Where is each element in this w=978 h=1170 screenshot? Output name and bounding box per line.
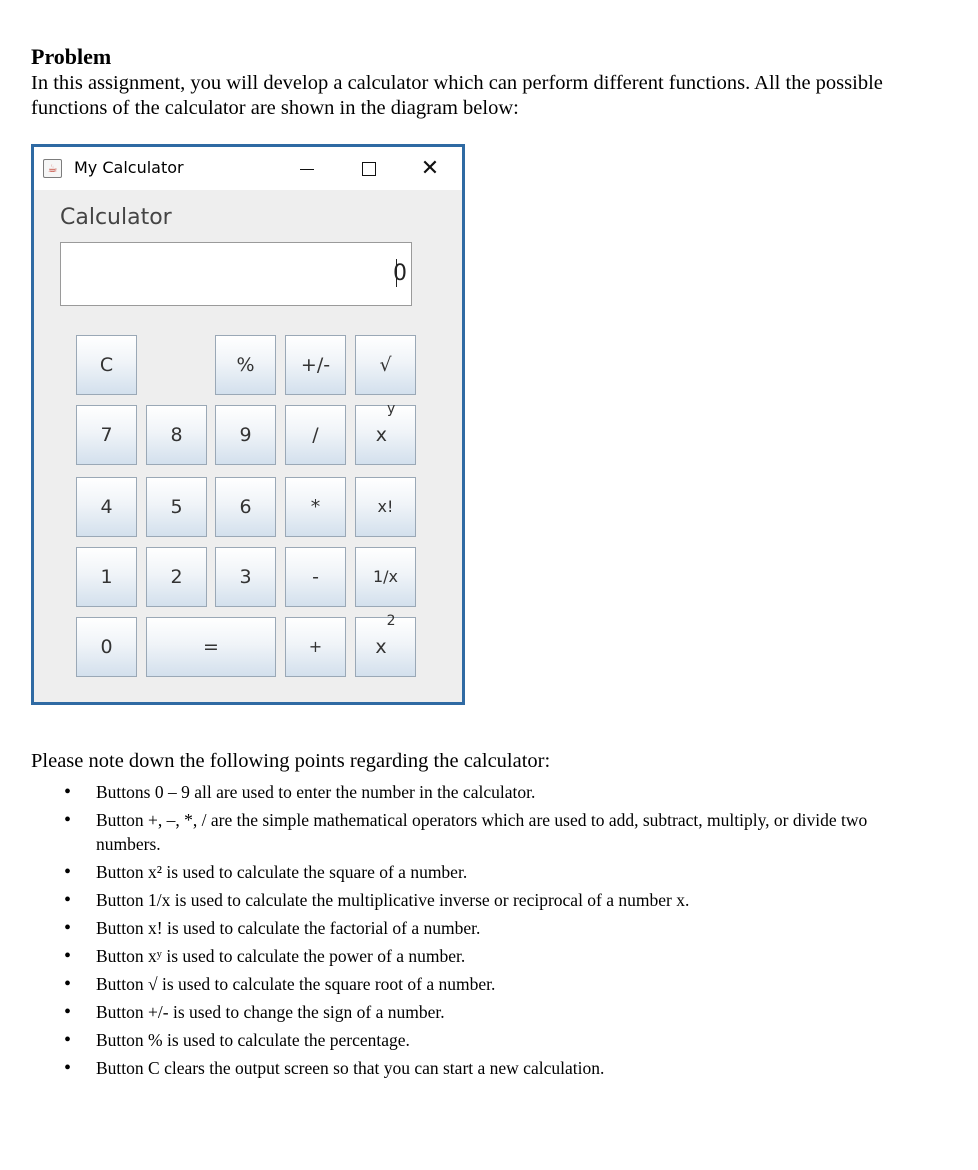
digit-8-button[interactable]: 8: [146, 405, 207, 465]
multiply-button[interactable]: *: [285, 477, 346, 537]
list-item: • Button √ is used to calculate the square root of a number.: [64, 972, 904, 996]
display-value: 0: [393, 261, 407, 286]
minimize-icon: [300, 169, 314, 170]
plus-button[interactable]: +: [285, 617, 346, 677]
list-item: • Button x² is used to calculate the square of a number.: [64, 860, 904, 884]
digit-4-button[interactable]: 4: [76, 477, 137, 537]
reciprocal-button[interactable]: 1/x: [355, 547, 416, 607]
minimize-button[interactable]: [292, 155, 322, 183]
equals-button[interactable]: =: [146, 617, 276, 677]
list-item: • Button C clears the output screen so that you can start a new calculation.: [64, 1056, 904, 1080]
display-field[interactable]: [60, 242, 412, 306]
maximize-button[interactable]: [354, 155, 384, 183]
plus-minus-button[interactable]: +/-: [285, 335, 346, 395]
list-item: • Buttons 0 – 9 all are used to enter the number in the calculator.: [64, 780, 904, 804]
maximize-icon: [362, 162, 376, 176]
digit-5-button[interactable]: 5: [146, 477, 207, 537]
list-item: • Button % is used to calculate the percentage.: [64, 1028, 904, 1052]
list-item: • Button x! is used to calculate the factorial of a number.: [64, 916, 904, 940]
power-base: x: [375, 424, 387, 446]
square-base: x: [375, 636, 387, 658]
power-button[interactable]: [355, 401, 416, 465]
close-button[interactable]: [415, 155, 445, 183]
digit-6-button[interactable]: 6: [215, 477, 276, 537]
list-item: • Button +/- is used to change the sign of a number.: [64, 1000, 904, 1024]
factorial-button[interactable]: x!: [355, 477, 416, 537]
list-item: • Button xʸ is used to calculate the power of a number.: [64, 944, 904, 968]
digit-0-button[interactable]: 0: [76, 617, 137, 677]
calculator-label: Calculator: [60, 205, 172, 230]
square-exponent: 2: [386, 613, 396, 629]
notes-heading: Please note down the following points regarding the calculator:: [31, 750, 551, 772]
digit-7-button[interactable]: 7: [76, 405, 137, 465]
digit-2-button[interactable]: 2: [146, 547, 207, 607]
list-item: • Button 1/x is used to calculate the multiplicative inverse or reciprocal of a number x.: [64, 888, 904, 912]
java-cup-icon: ☕: [43, 159, 62, 178]
intro-paragraph: In this assignment, you will develop a calculator which can perform different functions. All the possible functions of the calculator are shown in the diagram below:: [31, 72, 883, 119]
digit-9-button[interactable]: 9: [215, 405, 276, 465]
digit-3-button[interactable]: 3: [215, 547, 276, 607]
power-exponent: y: [386, 401, 396, 417]
close-icon: ✕: [420, 156, 440, 181]
list-item: • Button +, –, *, / are the simple mathematical operators which are used to add, subtract, multiply, or divide two numbers.: [64, 808, 904, 856]
sqrt-button[interactable]: √: [355, 335, 416, 395]
percent-button[interactable]: %: [215, 335, 276, 395]
square-button[interactable]: [355, 613, 416, 677]
calculator-window: [31, 144, 465, 705]
clear-button[interactable]: C: [76, 335, 137, 395]
digit-1-button[interactable]: 1: [76, 547, 137, 607]
notes-list: [64, 780, 904, 1084]
minus-button[interactable]: -: [285, 547, 346, 607]
page-heading: Problem: [31, 44, 112, 69]
title-bar[interactable]: [34, 147, 462, 190]
window-title: My Calculator: [74, 158, 184, 177]
divide-button[interactable]: /: [285, 405, 346, 465]
